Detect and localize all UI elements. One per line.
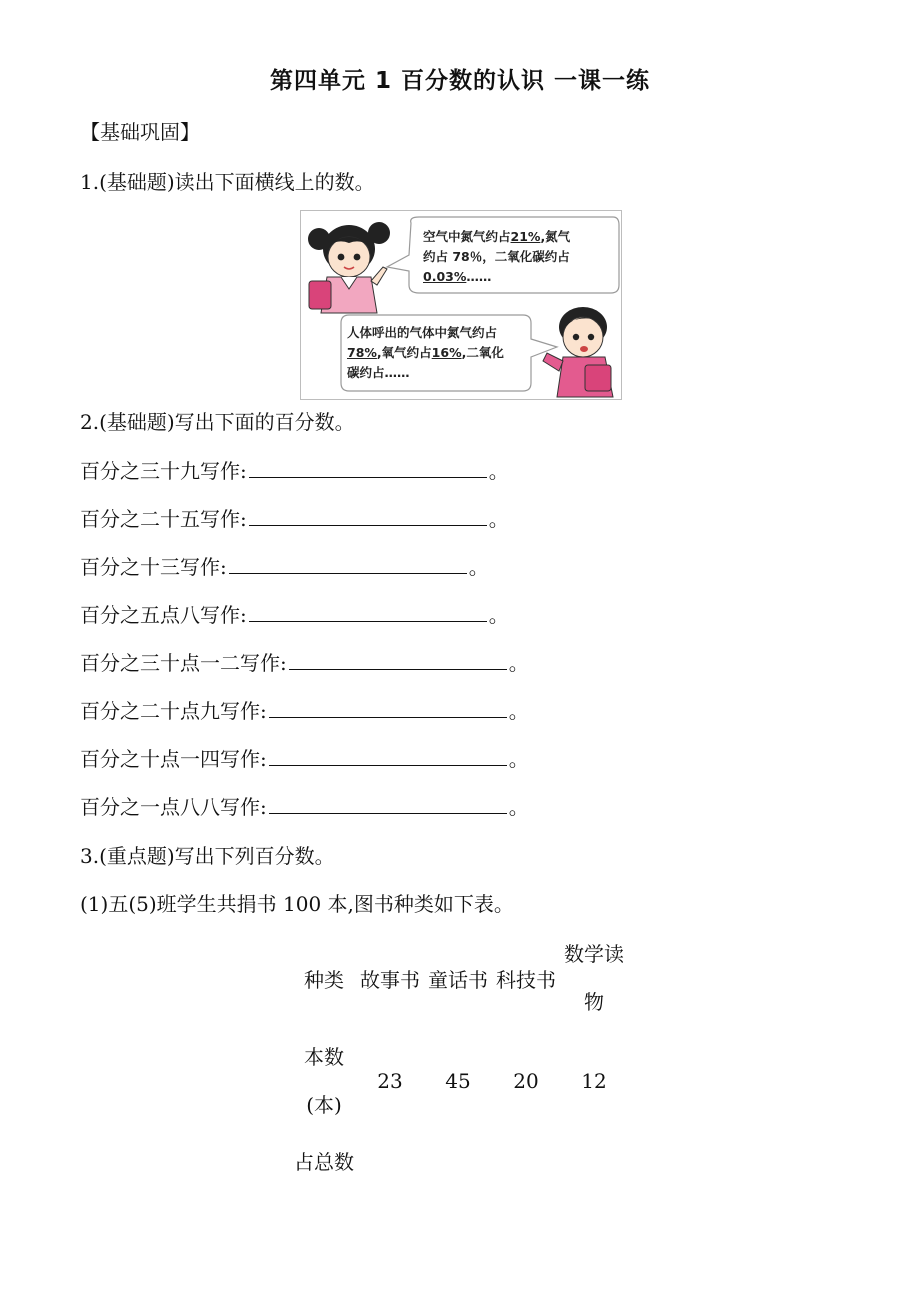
table-cell: 20 <box>513 1069 539 1093</box>
girl-line3-end: …… <box>466 269 492 284</box>
question-2-label: 2.(基础题)写出下面的百分数。 <box>80 410 355 434</box>
table-cell[interactable] <box>560 1136 628 1184</box>
fill-item-3 <box>80 553 489 581</box>
girl-line2-text: 约占 78％，二氧化碳约占 <box>423 249 570 264</box>
fill-item-1 <box>80 457 509 485</box>
answer-blank[interactable] <box>249 601 487 622</box>
period-mark: 。 <box>468 555 489 579</box>
table-header-row <box>292 930 628 1026</box>
table-header-cell: 科技书 <box>496 967 556 992</box>
page-title: 第四单元 1 百分数的认识 一课一练 <box>269 68 651 94</box>
fill-item-7 <box>80 745 529 773</box>
girl-icon <box>308 222 390 313</box>
girl-bubble-text <box>423 227 570 287</box>
boy-line2-text: ,氧气约占 <box>376 345 432 360</box>
fill-item-5 <box>80 649 529 677</box>
table-row <box>292 1136 628 1184</box>
boy-bubble-text <box>347 323 504 383</box>
answer-blank[interactable] <box>249 505 487 526</box>
fill-item-prompt: 百分之三十点一二写作: <box>80 651 287 675</box>
answer-blank[interactable] <box>289 649 507 670</box>
table-row-label: 占总数 <box>294 1149 354 1174</box>
boy-nitrogen-percent: 78% <box>347 345 377 360</box>
fill-item-6 <box>80 697 529 725</box>
question-3-sub1: (1)五(5)班学生共捐书 100 本,图书种类如下表。 <box>80 892 514 916</box>
question-3-label: 3.(重点题)写出下列百分数。 <box>80 844 335 868</box>
table-header-cell: 种类 <box>304 967 344 992</box>
fill-item-prompt: 百分之十三写作: <box>80 555 227 579</box>
table-cell[interactable] <box>492 1136 560 1184</box>
table-header-cell: 故事书 <box>360 967 420 992</box>
answer-blank[interactable] <box>229 553 467 574</box>
table-cell: 23 <box>377 1069 403 1093</box>
fill-item-prompt: 百分之五点八写作: <box>80 603 247 627</box>
table-cell[interactable] <box>424 1136 492 1184</box>
period-mark: 。 <box>508 747 529 771</box>
table-header-cell: 童话书 <box>428 967 488 992</box>
table-cell: 45 <box>445 1069 471 1093</box>
boy-line2-end: ,二氧化 <box>461 345 504 360</box>
girl-co2-percent: 0.03% <box>423 269 467 284</box>
row-label-line: (本) <box>306 1093 342 1117</box>
boy-icon <box>543 307 613 397</box>
section-heading: 【基础巩固】 <box>80 120 200 144</box>
answer-blank[interactable] <box>269 793 507 814</box>
answer-blank[interactable] <box>249 457 487 478</box>
answer-blank[interactable] <box>269 745 507 766</box>
header-line: 物 <box>584 990 604 1014</box>
boy-line1-text: 人体呼出的气体中氮气约占 <box>347 325 498 340</box>
fill-item-8 <box>80 793 529 821</box>
girl-line1-text: 空气中氮气约占 <box>423 229 511 244</box>
question-1-label: 1.(基础题)读出下面横线上的数。 <box>80 170 375 194</box>
fill-item-4 <box>80 601 509 629</box>
period-mark: 。 <box>488 507 509 531</box>
table-header-cell <box>560 930 628 1026</box>
book-type-table <box>292 930 628 1184</box>
period-mark: 。 <box>488 459 509 483</box>
period-mark: 。 <box>488 603 509 627</box>
fill-item-prompt: 百分之二十五写作: <box>80 507 247 531</box>
fill-item-prompt: 百分之三十九写作: <box>80 459 247 483</box>
answer-blank[interactable] <box>269 697 507 718</box>
period-mark: 。 <box>508 699 529 723</box>
table-row <box>292 1026 628 1136</box>
table-cell[interactable] <box>356 1136 424 1184</box>
fill-item-2 <box>80 505 509 533</box>
girl-oxygen-percent: 21% <box>510 229 541 244</box>
fill-item-prompt: 百分之二十点九写作: <box>80 699 267 723</box>
table-cell: 12 <box>581 1069 607 1093</box>
table-row-label <box>292 1026 356 1136</box>
period-mark: 。 <box>508 651 529 675</box>
girl-line1-end: ,氮气 <box>540 229 571 244</box>
header-line: 数学读 <box>564 942 624 966</box>
fill-item-prompt: 百分之十点一四写作: <box>80 747 267 771</box>
period-mark: 。 <box>508 795 529 819</box>
boy-line3-text: 碳约占…… <box>347 365 410 380</box>
row-label-line: 本数 <box>304 1045 344 1069</box>
fill-item-prompt: 百分之一点八八写作: <box>80 795 267 819</box>
illustration <box>300 210 622 400</box>
boy-oxygen-percent: 16% <box>431 345 462 360</box>
